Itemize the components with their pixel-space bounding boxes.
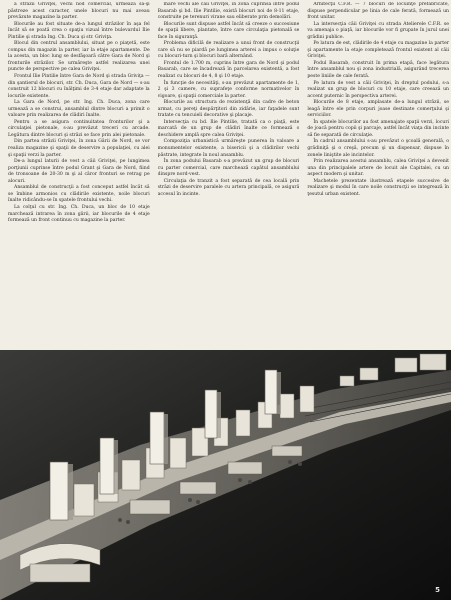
paragraph: În spatele blocurilor au fost amenajate spaţii verzi, locuri de joacă pentru copii şi parcaje, astfel încât viaţa din incinte să fie separată de circulaţie. [307,119,450,138]
paragraph: Blocurile au structura de rezistenţă din cadre de beton armat, cu pereţi despărţitori din zidărie, iar faţadele sunt tratate cu tencuieli decorative şi placaje. [157,100,300,119]
paragraph: Pe latura de vest a căii Griviţei, în dreptul podului, s-a realizat un grup de blocuri cu 10 etaje, care creează un accent puternic în perspectiva arterei. [307,80,450,99]
article-text [8,2,449,350]
paragraph: În zona podului Basarab s-a prevăzut un grup de blocuri cu parter comercial, care marchează capătul ansamblului dinspre nord-vest. [157,159,300,178]
paragraph: Blocurile au fost situate de-a lungul străzilor în aşa fel încât să se poată crea o spaţiu vizual între bulevardul Ilie Pintilie şi strada Ing. Ch. Duca şi str. Griviţa. [8,21,150,40]
paragraph: a străzii Griviţei, vechi nod comercial, urmează să-şi păstreze acest caracter, unele blocuri nu mai aveau prevăzute magazine la parter. [8,2,150,21]
paragraph: La colţul cu str. Ing. Ch. Duca, un bloc de 10 etaje marchează intrarea în zona gării, iar blocurile de 4 etaje formează un front continuu cu magazine la parter. [8,204,150,224]
paragraph: La intersecţia căii Griviţei cu strada Atelierele C.F.R. se va amenaja o piaţă, iar blocurile vor fi grupate în jurul unei grădini publice. [307,21,450,40]
model-illustration [0,350,451,600]
paragraph: De-a lungul laturii de vest a căii Griviţei, pe lungimea porţiunii cuprinse între podul Grant şi Gara de Nord, fiind de tronsoane de 20-30 m şi al căror fronturi se retrag pe alocuri. [8,159,150,184]
paragraph: Blocurile sunt dispuse astfel încât să creeze o succesiune de spaţii libere, plantate, între care circulaţia pietonală se face în siguranţă. [157,21,300,40]
paragraph: Arhitecţii C.F.R. — 7 blocuri de locuinţe prefabricate, dispuse perpendicular pe linia de cale ferată, formează un front unitar. [307,2,450,21]
paragraph: mare vechi ale căii Griviţei, în zona cuprinsă între podul Basarab şi bd. Ilie Pintilie, există blocuri noi de 8-11 etaje, construite pe terenuri virane sau eliberate prin demolări. [157,2,300,21]
paragraph: Din partea străzii Griviţei, în zona Gării de Nord, se vor realiza magazine şi spaţii de deservire a populaţiei, cu alei şi spaţii verzi la parter. [8,139,150,158]
paragraph: În cadrul ansamblului s-au prevăzut o şcoală generală, o grădiniţă şi o creşă, precum şi un dispensar, dispuse în zonele liniştite ale incintelor. [307,139,450,158]
paragraph: Podul Basarab, construit în prima etapă, face legătura între ansamblul nou şi zona industrială, asigurând trecerea peste liniile de cale ferată. [307,60,450,80]
page-number: 5 [435,586,440,594]
paragraph: Pentru a se asigura continuitatea fronturilor şi a circulaţiei pietonale, s-au prevăzut treceri cu arcade. Legătura dintre blocuri şi străzi se face prin alei pietonale. [8,119,150,138]
paragraph: Pe latura de est, clădirile de 4 etaje cu magazine la parter şi apartamente la etaje completează frontul existent al căii Griviţei. [307,41,450,60]
paragraph: Frontul de 1.700 m, cuprins între gara de Nord şi podul Basarab, care se încadrează în parcelarea existentă, a fost realizat cu blocuri de 4, 8 şi 10 etaje. [157,60,300,80]
architectural-model-photo [0,350,451,600]
paragraph: Machetele prezentate ilustrează etapele succesive de realizare şi modul în care noile construcţii se integrează în ţesutul urban existent. [307,178,450,197]
paragraph: Compoziţia urbanistică urmăreşte punerea în valoare a monumentelor existente, a bisericii şi a clădirilor vechi păstrate, integrate în noul ansamblu. [157,139,300,158]
text-column-1 [8,2,150,350]
paragraph: Frontul Ilie Pintilie între Gara de Nord şi strada Griviţa — din şantierul de blocuri, str. Ch. Duca, Gara de Nord — s-au construit 12 blocuri cu înălţimi de 3-4 etaje dar adaptate la locurile existente. [8,74,150,99]
paragraph: Blocul din centrul ansamblului, situat pe o piaţetă, este compus din magazin la parter, iar la etaje apartamente. De la acesta, un bloc lung se desfăşoară către Gara de Nord şi fronturile străzilor. Se urmăreşte astfel realizarea unei puncte de perspective pe calea Griviţei. [8,41,150,73]
paragraph: Blocurile de 8 etaje, amplasate de-a lungul străzii, se leagă între ele prin corpuri joase destinate comerţului şi serviciilor. [307,100,450,119]
text-column-3 [307,2,449,350]
text-column-2 [158,2,300,350]
paragraph: Prin realizarea acestui ansamblu, calea Griviţei a devenit una din principalele artere de locuit ale Capitalei, cu un aspect modern şi unitar. [307,159,450,178]
paragraph: Ansamblul de construcţii a fost conceput astfel încât să se îmbine armonios cu clădirile existente, noile blocuri înalte ridicându-se în spatele frontului vechi. [8,185,150,204]
paragraph: La Gara de Nord, pe str. Ing. Ch. Duca, zona care urmează a se construi, ansamblul dintre blocuri a primit o valoare prin realizarea de clădiri înalte. [8,100,150,119]
paragraph: Problema dificilă de realizare a unui front de construcţii care să nu se piardă pe lungimea arterei a impus o soluţie cu blocuri-turn şi blocuri bară alternând. [157,41,300,60]
paragraph: În funcţie de necesităţi, s-au prevăzut apartamente de 1, 2 şi 3 camere, cu suprafeţe conforme normativelor în vigoare, şi spaţii comerciale la parter. [157,80,300,99]
paragraph: Intersecţia cu bd. Ilie Pintilie, tratată ca o piaţă, este marcată de un grup de clădiri înalte ce formează o deschidere amplă spre calea Griviţei. [157,119,300,138]
paragraph: Circulaţia de tranzit a fost separată de cea locală prin străzi de deservire paralele cu artera principală, ce asigură accesul în incinte. [157,178,300,197]
